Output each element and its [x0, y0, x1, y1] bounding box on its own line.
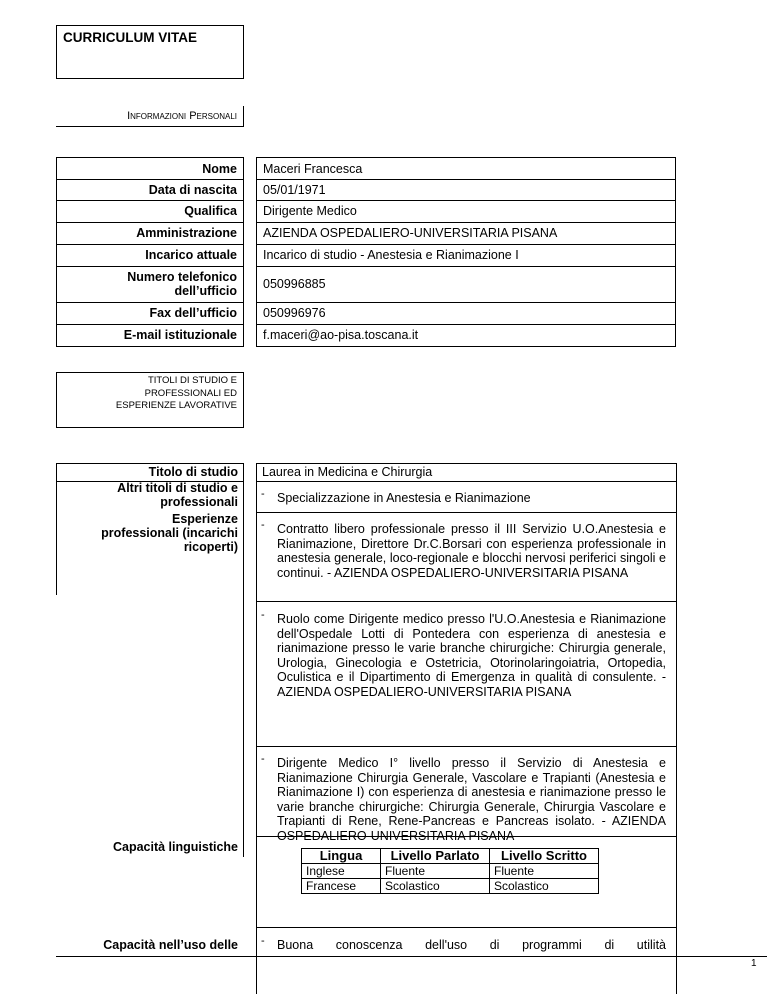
- cell-spoken: Scolastico: [381, 879, 490, 894]
- label-tech-skills: Capacità nell’uso delle: [103, 938, 238, 952]
- section-heading-personal-info: INFORMAZIONI PERSONALI: [56, 106, 244, 127]
- cell-language: Francese: [302, 879, 381, 894]
- value-current-role: Incarico di studio - Anestesia e Rianimazione I: [256, 245, 676, 267]
- label-phone: Numero telefonico dell’ufficio: [56, 267, 244, 303]
- label-other-titles: Altri titoli di studio e professionali: [117, 481, 238, 509]
- label-fax: Fax dell’ufficio: [56, 303, 244, 325]
- value-email: f.maceri@ao-pisa.toscana.it: [256, 325, 676, 347]
- col-written-level: Livello Scritto: [490, 849, 599, 864]
- section-heading-titles: TITOLI DI STUDIO E PROFESSIONALI ED ESPERIENZE LAVORATIVE: [56, 372, 244, 428]
- value-administration: AZIENDA OSPEDALIERO-UNIVERSITARIA PISANA: [256, 223, 676, 245]
- cv-title: CURRICULUM VITAE: [56, 25, 244, 79]
- cell-spoken: Fluente: [381, 864, 490, 879]
- value-study-title: Laurea in Medicina e Chirurgia: [262, 465, 433, 479]
- col-language: Lingua: [302, 849, 381, 864]
- label-name: Nome: [56, 157, 244, 180]
- value-qualification: Dirigente Medico: [256, 201, 676, 223]
- entry-experience-1: - Contratto libero professionale presso il III Servizio U.O.Anestesia e Rianimazione, Direttore Dr.C.Borsari con esperienza professionale in anestesia generale, loco-regionale e blocchi nervosi periferici singoli e continui. - AZIENDA OSPEDALIERO-UNIVERSITARIA PISANA: [261, 519, 666, 580]
- label-current-role: Incarico attuale: [56, 245, 244, 267]
- entry-experience-3: - Dirigente Medico I° livello presso il Servizio di Anestesia e Rianimazione Chirurgia Generale, Vascolare e Trapianti (Anestesia e Rianimazione I) con esperienza di anestesia e rianimazione presso le varie branche chirurgiche: Chirurgia Generale, Chirurgia Vascolare e Trapianti di Rene, Rene-Pancreas e Pancreas isolato. - AZIENDA OSPEDALIERO-UNIVERSITARIA PISANA: [261, 753, 666, 843]
- label-email: E-mail istituzionale: [56, 325, 244, 347]
- col-spoken-level: Livello Parlato: [381, 849, 490, 864]
- entry-experience-2: - Ruolo come Dirigente medico presso l'U.O.Anestesia e Rianimazione dell'Ospedale Lotti di Pontedera con esperienza di anestesia e rianimazione presso le varie branche chirurgiche: Chirurgia generale, Urologia, Ginecologia e Ostetricia, Otorinolaringoiatria, Ortopedia, Oculistica e il Dipartimento di Emergenza in qualità di consulente. - AZIENDA OSPEDALIERO-UNIVERSITARIA PISANA: [261, 609, 666, 699]
- label-administration: Amministrazione: [56, 223, 244, 245]
- value-name: Maceri Francesca: [256, 157, 676, 180]
- page-number: 1: [751, 958, 757, 969]
- entry-tech-skills: - Buona conoscenza dell'uso di programmi di utilità: [261, 935, 666, 952]
- label-study-title: Titolo di studio: [148, 465, 238, 479]
- cell-language: Inglese: [302, 864, 381, 879]
- table-header-row: [302, 849, 599, 864]
- languages-table: [301, 848, 599, 894]
- label-languages: Capacità linguistiche: [112, 840, 238, 854]
- value-birth-date: 05/01/1971: [256, 180, 676, 201]
- value-fax: 050996976: [256, 303, 676, 325]
- value-phone: 050996885: [256, 267, 676, 303]
- label-birth-date: Data di nascita: [56, 180, 244, 201]
- cell-written: Fluente: [490, 864, 599, 879]
- cell-written: Scolastico: [490, 879, 599, 894]
- label-qualification: Qualifica: [56, 201, 244, 223]
- entry-other-titles: - Specializzazione in Anestesia e Rianimazione: [261, 488, 531, 505]
- table-row: [302, 879, 599, 894]
- label-experiences: Esperienze professionali (incarichi ricoperti): [101, 512, 238, 554]
- table-row: [302, 864, 599, 879]
